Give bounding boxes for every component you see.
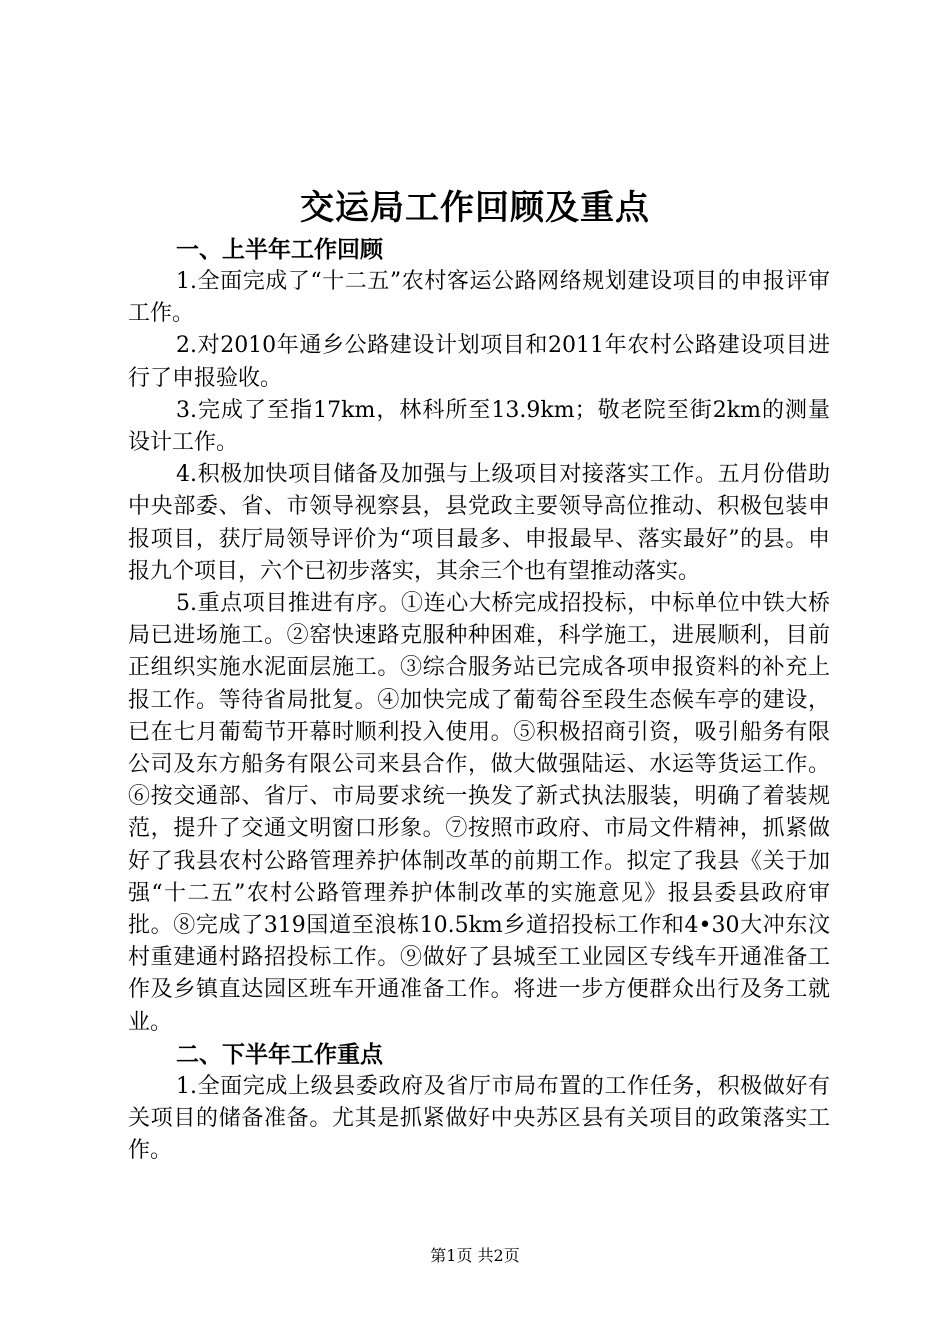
document-body [128, 234, 830, 1167]
paragraph: 2.对2010年通乡公路建设计划项目和2011年农村公路建设项目进行了申报验收。 [128, 333, 830, 391]
paragraph: 1.全面完成了“十二五”农村客运公路网络规划建设项目的申报评审工作。 [128, 269, 830, 327]
paragraph: 1.全面完成上级县委政府及省厅市局布置的工作任务，积极做好有关项目的储备准备。尤其是抓紧做好中央苏区县有关项目的政策落实工作。 [128, 1073, 830, 1164]
page-footer: 第1页 共2页 [430, 1246, 520, 1265]
section-heading: 一、上半年工作回顾 [176, 237, 383, 263]
paragraph: 3.完成了至指17km，林科所至13.9km；敬老院至街2km的测量设计工作。 [128, 397, 830, 456]
paragraph: 4.积极加快项目储备及加强与上级项目对接落实工作。五月份借助中央部委、省、市领导视察县，县党政主要领导高位推动、积极包装申报项目，获厅局领导评价为“项目最多、申报最早、落实最好”的县。申报九个项目，六个已初步落实，其余三个也有望推动落实。 [128, 462, 830, 584]
document-title: 交运局工作回顾及重点 [300, 188, 650, 228]
section-heading: 二、下半年工作重点 [176, 1041, 383, 1068]
paragraph: 5.重点项目推进有序。①连心大桥完成招投标，中标单位中铁大桥局已进场施工。②窑快速路克服种种困难，科学施工，进展顺利，目前正组织实施水泥面层施工。③综合服务站已完成各项申报资料的补充上报工作。等待省局批复。④加快完成了葡萄谷至段生态候车亭的建设，已在七月葡萄节开幕时顺利投入使用。⑤积极招商引资，吸引船务有限公司及东方船务有限公司来县合作，做大做强陆运、水运等货运工作。⑥按交通部、省厅、市局要求统一换发了新式执法服装，明确了着装规范，提升了交通文明窗口形象。⑦按照市政府、市局文件精神，抓紧做好了我县农村公路管理养护体制改革的前期工作。拟定了我县《关于加强“十二五”农村公路管理养护体制改革的实施意见》报县委县政府审批。⑧完成了319国道至浪栋10.5km乡道招投标工作和4•30大冲东汶村重建通村路招投标工作。⑨做好了县城至工业园区专线车开通准备工作及乡镇直达园区班车开通准备工作。将进一步方便群众出行及务工就业。 [128, 591, 830, 1035]
